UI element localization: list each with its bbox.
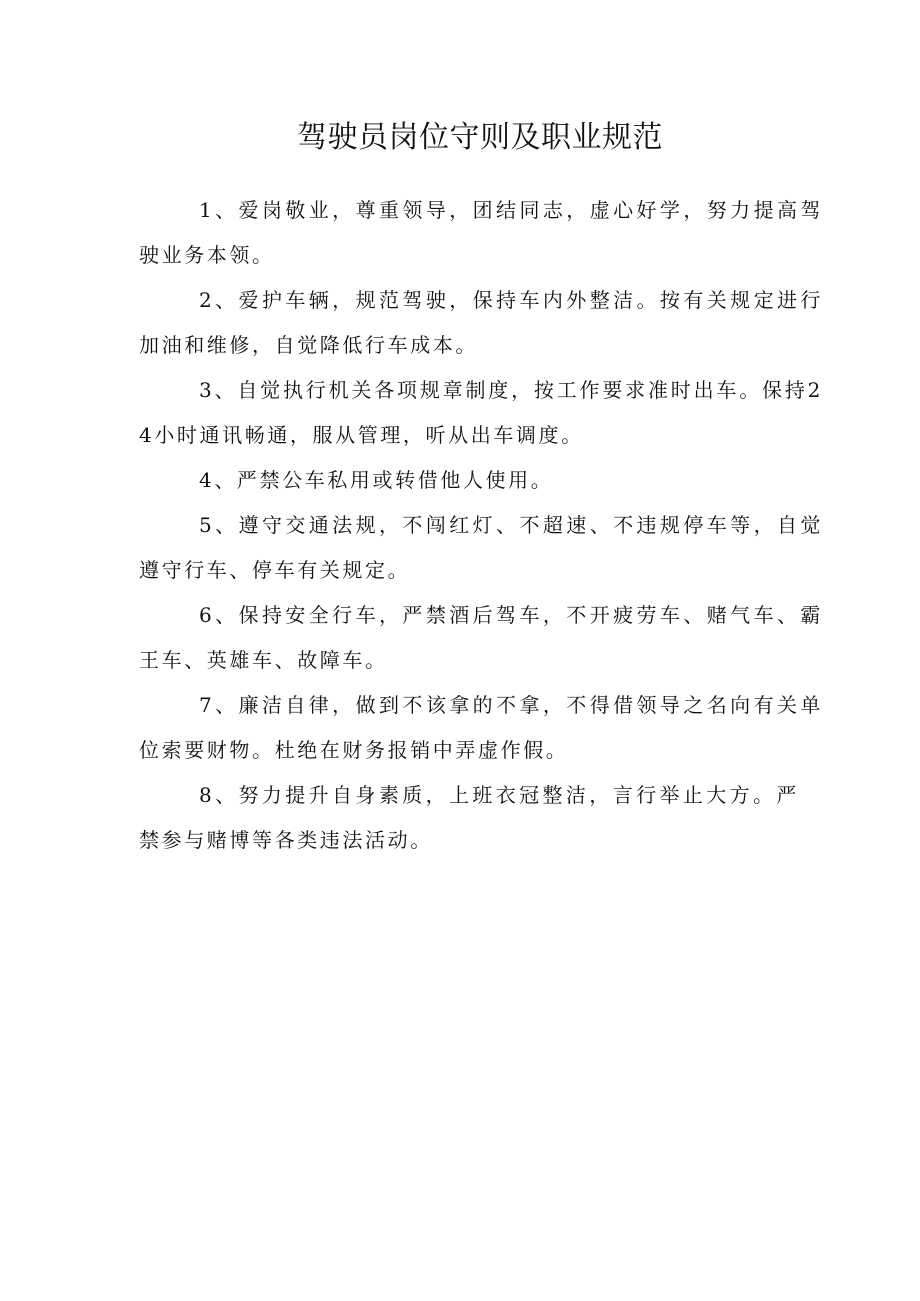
document-title: 驾驶员岗位守则及职业规范 bbox=[297, 120, 663, 155]
rule-paragraph-4: 4、严禁公车私用或转借他人使用。 bbox=[199, 468, 554, 492]
rule-paragraph-3: 3、自觉执行机关各项规章制度，按工作要求准时出车。保持24小时通讯畅通，服从管理，听从出车调度。 bbox=[139, 378, 823, 447]
rule-paragraph-8: 8、努力提升自身素质，上班衣冠整洁，言行举止大方。严禁参与赌博等各类违法活动。 bbox=[139, 783, 799, 852]
rule-paragraph-1: 1、爱岗敬业，尊重领导，团结同志，虚心好学，努力提高驾驶业务本领。 bbox=[139, 198, 823, 267]
document-body bbox=[139, 188, 823, 863]
rule-paragraph-2: 2、爱护车辆，规范驾驶，保持车内外整洁。按有关规定进行加油和维修，自觉降低行车成本。 bbox=[139, 288, 823, 357]
rule-paragraph-5: 5、遵守交通法规，不闯红灯、不超速、不违规停车等，自觉遵守行车、停车有关规定。 bbox=[139, 513, 823, 582]
rule-paragraph-7: 7、廉洁自律，做到不该拿的不拿，不得借领导之名向有关单位索要财物。杜绝在财务报销中弄虚作假。 bbox=[139, 693, 823, 762]
rule-paragraph-6: 6、保持安全行车，严禁酒后驾车，不开疲劳车、赌气车、霸王车、英雄车、故障车。 bbox=[139, 603, 823, 672]
